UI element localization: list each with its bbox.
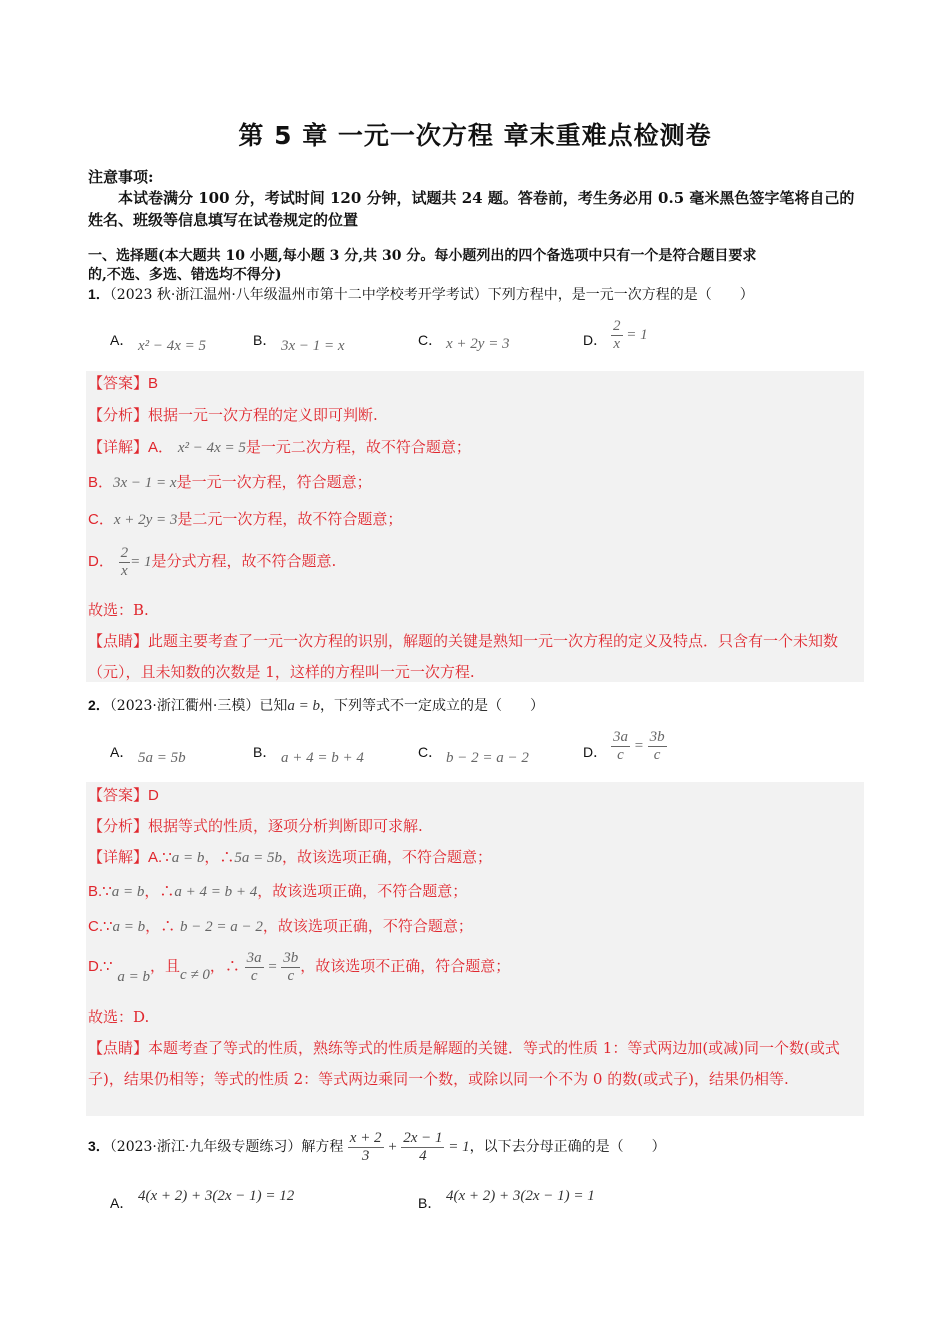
q1-detail-b: B．3x − 1 = x是一元一次方程，符合题意；	[88, 473, 372, 491]
section-heading-line2: 的,不选、多选、错选均不得分)	[88, 267, 282, 283]
q2-option-c-label: C．	[418, 744, 443, 760]
question-text: （2023 秋·浙江温州·八年级温州市第十二中学校考开学考试）下列方程中，是一元一次方程的是（ ）	[109, 287, 754, 303]
q1-detail-d: D． $\frac{2}{x}$ = 1是分式方程，故不符合题意.	[88, 545, 337, 579]
q3-option-b-expr: 4(x + 2) + 3(2x − 1) = 1	[446, 1188, 595, 1204]
q1-analysis: 【分析】根据一元一次方程的定义即可判断.	[88, 406, 378, 424]
q1-detail-a: 【详解】A． x² − 4x = 5是一元二次方程，故不符合题意；	[88, 438, 471, 456]
q2-comment: 【点睛】本题考查了等式的性质，熟练等式的性质是解题的关键．等式的性质 1：等式两边加(或减)同一个数(或式子)，结果仍相等；等式的性质 2：等式两边乘同一个数，或除以同一个不为 0 的数(或式子)，结果仍相等.	[88, 1039, 840, 1088]
q3-option-a-label: A．	[110, 1195, 134, 1211]
question-1	[88, 284, 754, 305]
q2-option-b-expr: a + 4 = b + 4	[281, 750, 364, 766]
q1-option-c-label: C．	[418, 332, 443, 348]
q1-answer: 【答案】B	[88, 374, 159, 392]
q2-option-b-label: B．	[253, 744, 277, 760]
question-number: 3．	[88, 1137, 110, 1154]
q1-option-a-expr: x² − 4x = 5	[138, 338, 207, 354]
q1-option-c-expr: x + 2y = 3	[446, 336, 510, 352]
question-3: 3．（2023·浙江·九年级专题练习）解方程 $\frac{x + 2}{3}$ + $\frac{2x - 1}{4}$ = 1，以下去分母正确的是（ ）	[88, 1130, 666, 1164]
q2-option-d-label: D．	[583, 744, 608, 760]
q2-analysis: 【分析】根据等式的性质，逐项分析判断即可求解.	[88, 817, 423, 835]
q1-option-a-label: A．	[110, 332, 134, 348]
q2-choose: 故选：D.	[88, 1008, 150, 1026]
q2-option-a-label: A．	[110, 744, 134, 760]
q3-option-a-expr: 4(x + 2) + 3(2x − 1) = 12	[138, 1188, 295, 1204]
q2-detail-a: 【详解】A.∵a = b，∴5a = 5b，故该选项正确，不符合题意；	[88, 848, 493, 866]
q2-option-a-expr: 5a = 5b	[138, 750, 186, 766]
q1-comment: 【点睛】此题主要考查了一元一次方程的识别，解题的关键是熟知一元一次方程的定义及特点．只含有一个未知数（元），且未知数的次数是 1，这样的方程叫一元一次方程.	[88, 632, 839, 681]
q1-option-b-label: B．	[253, 332, 277, 348]
q2-option-d-expr: $\frac{3a}{c}$ = $\frac{3b}{c}$	[613, 729, 665, 763]
page-title: 第 5 章 一元一次方程 章末重难点检测卷	[238, 121, 712, 150]
q1-option-d-expr: $\frac{2}{x}$ = 1	[613, 318, 648, 352]
q2-answer: 【答案】D	[88, 786, 159, 804]
q2-detail-d: D.∵ a = b，且c ≠ 0，∴ $\frac{3a}{c}$ = $\frac{3b}{c}$ ，故该选项不正确，符合题意；	[88, 950, 511, 985]
section-heading-line1: 一、选择题(本大题共 10 小题,每小题 3 分,共 30 分。每小题列出的四个备选项中只有一个是符合题目要求	[88, 248, 757, 264]
q1-option-b-expr: 3x − 1 = x	[281, 338, 345, 354]
question-number: 2．	[88, 697, 110, 713]
question-number: 1．	[88, 286, 110, 302]
q2-detail-c: C.∵a = b，∴ b − 2 = a − 2，故该选项正确，不符合题意；	[88, 917, 473, 935]
question-2: 2．（2023·浙江衢州·三模）已知a = b，下列等式不一定成立的是（ ）	[88, 697, 544, 714]
q1-choose: 故选：B.	[88, 601, 149, 619]
q3-option-b-label: B．	[418, 1195, 442, 1211]
notice-body: 本试卷满分 100 分，考试时间 120 分钟，试题共 24 题。答卷前，考生务必用 0.5 毫米黑色签字笔将自己的姓名、班级等信息填写在试卷规定的位置	[88, 189, 855, 229]
notice-heading: 注意事项:	[88, 168, 154, 186]
q1-detail-c: C．x + 2y = 3是二元一次方程，故不符合题意；	[88, 510, 403, 528]
q2-detail-b: B.∵a = b，∴a + 4 = b + 4，故该选项正确，不符合题意；	[88, 882, 468, 900]
q2-option-c-expr: b − 2 = a − 2	[446, 750, 529, 766]
q1-option-d-label: D．	[583, 332, 608, 348]
